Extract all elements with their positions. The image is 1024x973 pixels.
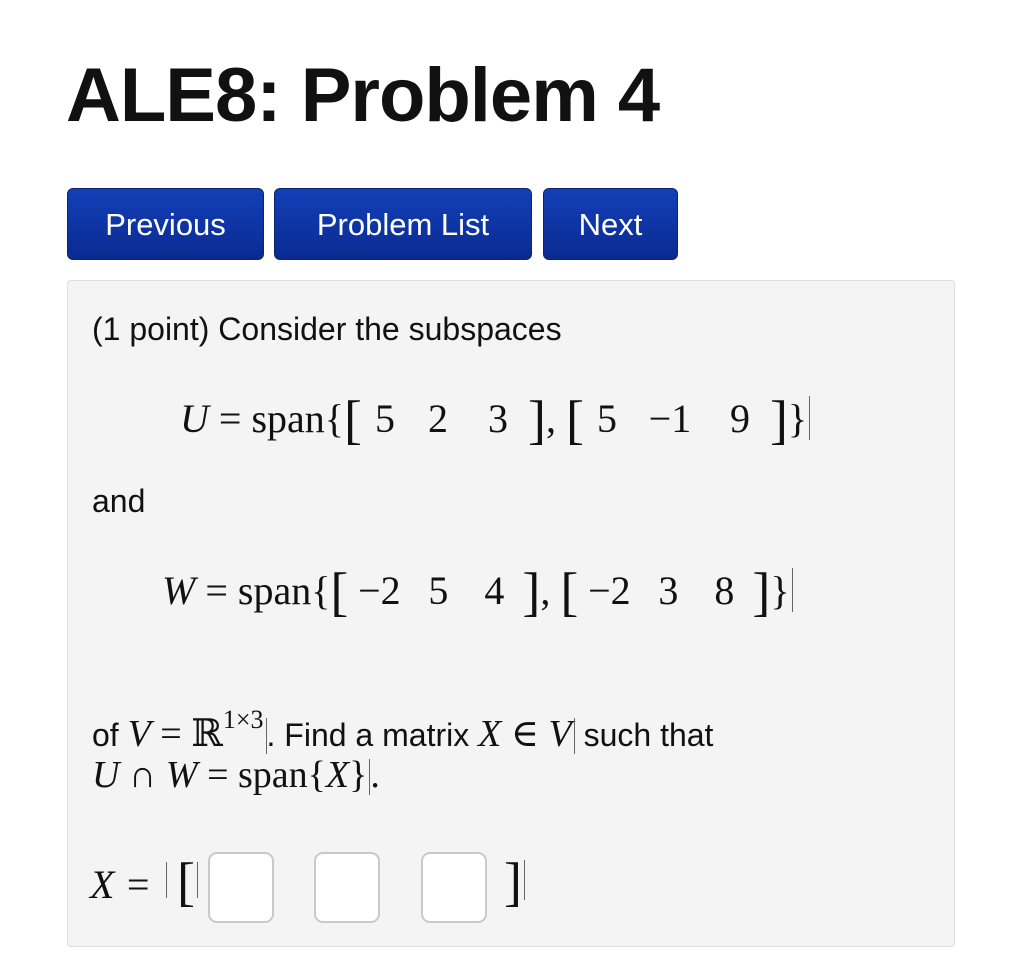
span-operator: span: [251, 396, 325, 441]
math-cursor: [524, 860, 525, 900]
problem-list-button[interactable]: Problem List: [274, 188, 532, 260]
x-variable: X: [478, 713, 502, 755]
u-vec2-entry: 9: [729, 396, 750, 441]
problem-intro: (1 point) Consider the subspaces: [92, 311, 562, 347]
span-operator: span: [238, 754, 308, 796]
v-definition: [127, 705, 264, 755]
answer-x-label: X =: [90, 862, 152, 907]
page-title: ALE8: Problem 4: [66, 53, 660, 138]
answer-entry-1[interactable]: [208, 852, 274, 923]
w-vec2-entry: −2: [588, 568, 631, 613]
math-cursor: [792, 568, 793, 612]
subspace-u-equation: U = span{[ 5 2 3 ], [ 5 −1 9 ]}: [180, 389, 810, 451]
u-vec2-entry: 5: [596, 396, 617, 441]
real-field-symbol: ℝ: [191, 713, 223, 755]
x-variable: X: [325, 754, 350, 796]
w-vec1-entry: 5: [428, 568, 449, 613]
math-cursor: [369, 759, 370, 795]
math-cursor: [197, 862, 198, 898]
answer-entry-3[interactable]: [421, 852, 487, 923]
w-vec2-entry: 8: [714, 568, 735, 613]
math-cursor: [574, 718, 575, 754]
subspace-w-equation: W = span{[ −2 5 4 ], [ −2 3 8 ]}: [162, 561, 793, 623]
w-vec2-entry: 3: [658, 568, 679, 613]
v-variable: V: [548, 713, 572, 755]
w-vec1-entry: −2: [358, 568, 401, 613]
v-variable: V: [127, 713, 151, 755]
intersection-equation: U ∩ W = span{X}.: [92, 754, 380, 796]
equals-sign: =: [218, 396, 242, 441]
math-cursor: [166, 862, 167, 898]
dimension-superscript: 1×3: [222, 705, 264, 734]
u-vec1-entry: 5: [374, 396, 395, 441]
u-vec1-entry: 3: [487, 396, 508, 441]
element-of-symbol: ∈: [510, 713, 539, 755]
answer-entry-2[interactable]: [314, 852, 380, 923]
span-operator: span: [237, 568, 312, 613]
x-in-v: [478, 713, 572, 755]
u-variable: U: [92, 754, 120, 796]
next-button[interactable]: Next: [543, 188, 678, 260]
question-line-1: [92, 705, 713, 756]
equals-sign: =: [207, 754, 229, 796]
math-cursor: [809, 396, 810, 440]
previous-button[interactable]: Previous: [67, 188, 264, 260]
w-vec1-entry: 4: [484, 568, 505, 613]
of-text: of: [92, 717, 119, 753]
problem-panel: [67, 280, 955, 947]
answer-open-bracket: [: [164, 851, 198, 913]
find-text: . Find a matrix: [266, 717, 470, 753]
such-that-text: such that: [583, 717, 714, 753]
equals-sign: =: [160, 713, 182, 755]
w-variable: W: [162, 568, 196, 613]
w-variable: W: [165, 754, 198, 796]
equals-sign: =: [205, 568, 228, 613]
answer-close-bracket: ]: [504, 851, 525, 913]
u-variable: U: [180, 396, 209, 441]
and-text: and: [92, 483, 146, 519]
intersection-symbol: ∩: [128, 754, 157, 796]
u-vec2-entry: −1: [648, 396, 692, 441]
answer-label: [90, 861, 151, 908]
u-vec1-entry: 2: [427, 396, 448, 441]
